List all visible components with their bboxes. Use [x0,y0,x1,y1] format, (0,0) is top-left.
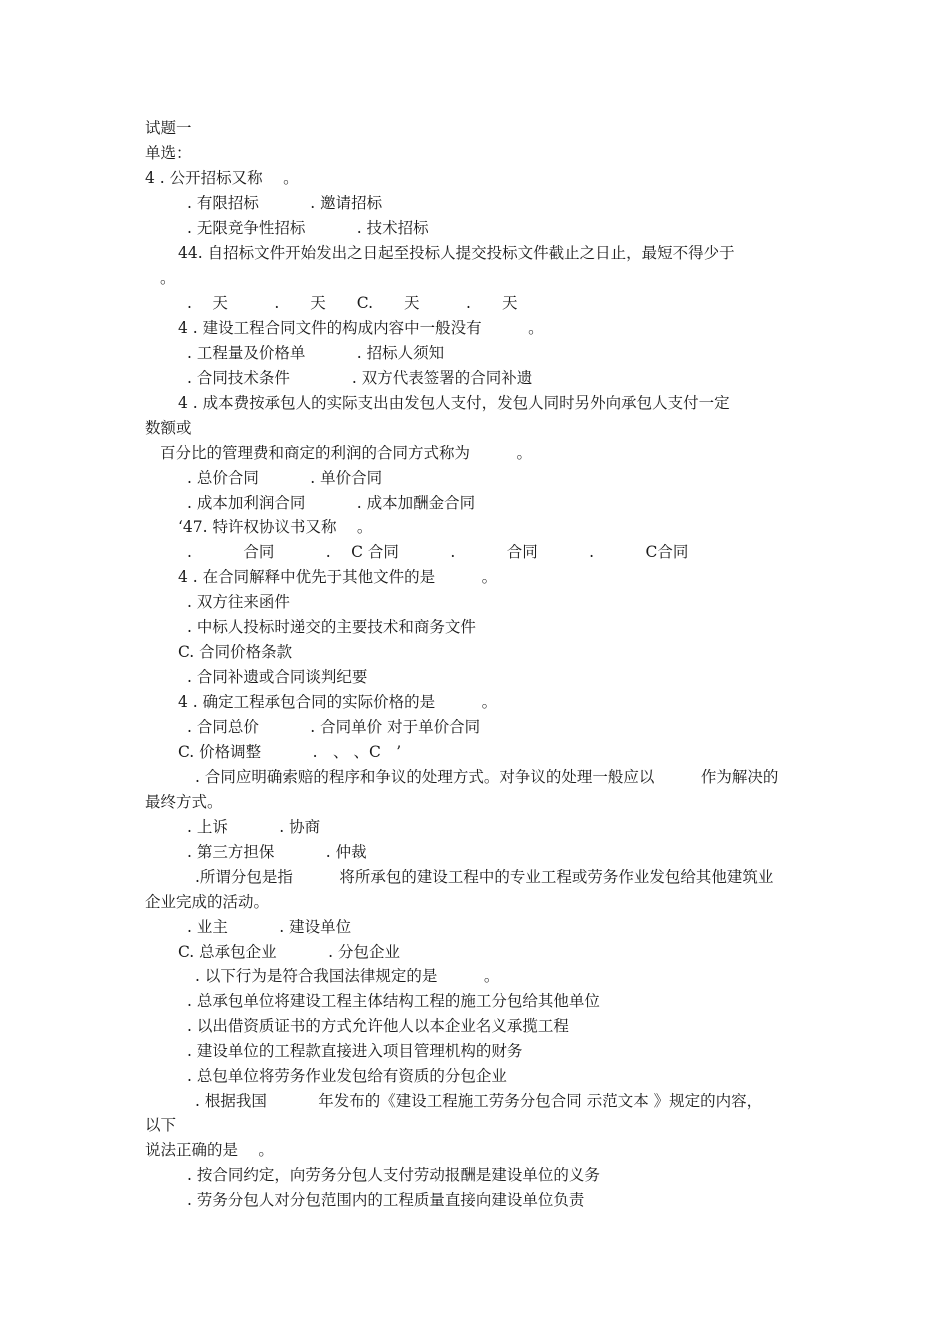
document-title: 试题一 [145,119,192,137]
option-line: . 第三方担保 . 仲裁 [187,843,367,861]
question-line: 百分比的管理费和商定的利润的合同方式称为 。 [160,444,533,462]
option-line: C. 合同价格条款 [178,643,293,661]
option-line: C. 价格调整 . 、 、C ’ [178,743,402,761]
question-line: 。 [160,269,176,287]
option-line: . 无限竞争性招标 . 技术招标 [187,219,429,237]
option-line: . 合同补遗或合同谈判纪要 [187,668,368,686]
option-line: . 中标人投标时递交的主要技术和商务文件 [187,618,476,636]
option-line: . 总包单位将劳务作业发包给有资质的分包企业 [187,1067,507,1085]
option-line: . 合同 . C 合同 . 合同 . C合同 [187,543,689,561]
option-line: . 双方往来函件 [187,593,290,611]
option-line: . 业主 . 建设单位 [187,918,352,936]
question-line: .所谓分包是指 将所承包的建设工程中的专业工程或劳务作业发包给其他建筑业 [195,868,774,886]
option-line: . 合同总价 . 合同单价 对于单价合同 [187,718,481,736]
question-line: 4 . 公开招标又称 。 [145,169,299,187]
option-line: . 上诉 . 协商 [187,818,321,836]
section-heading: 单选： [145,144,192,162]
option-line: . 总价合同 . 单价合同 [187,469,383,487]
question-line: . 根据我国 年发布的《建设工程施工劳务分包合同 示范文本 》规定的内容， [195,1092,763,1110]
question-line: 44. 自招标文件开始发出之日起至投标人提交投标文件截止之日止，最短不得少于 [178,244,735,262]
question-line: 数额或 [145,419,192,437]
question-line: 4 . 成本费按承包人的实际支出由发包人支付，发包人同时另外向承包人支付一定 [178,394,730,412]
option-line: . 成本加利润合同 . 成本加酬金合同 [187,494,476,512]
option-line: . 按合同约定，向劳务分包人支付劳动报酬是建设单位的义务 [187,1166,600,1184]
option-line: . 以出借资质证书的方式允许他人以本企业名义承揽工程 [187,1017,569,1035]
question-line: ‘47. 特许权协议书又称 。 [178,518,373,536]
question-line: . 合同应明确索赔的程序和争议的处理方式。对争议的处理一般应以 作为解决的 [195,768,779,786]
option-line: . 工程量及价格单 . 招标人须知 [187,344,445,362]
question-line: 以下 [145,1116,177,1134]
question-line: 4 . 建设工程合同文件的构成内容中一般没有 。 [178,319,544,337]
option-line: C. 总承包企业 . 分包企业 [178,943,400,961]
option-line: . 合同技术条件 . 双方代表签署的合同补遗 [187,369,533,387]
option-line: . 建设单位的工程款直接进入项目管理机构的财务 [187,1042,523,1060]
question-line: 4 . 在合同解释中优先于其他文件的是 。 [178,568,498,586]
question-line: 4 . 确定工程承包合同的实际价格的是 。 [178,693,498,711]
question-line: 说法正确的是 。 [145,1141,274,1159]
option-line: . 总承包单位将建设工程主体结构工程的施工分包给其他单位 [187,992,600,1010]
question-line: 企业完成的活动。 [145,893,270,911]
option-line: . 有限招标 . 邀请招标 [187,194,383,212]
option-line: . 劳务分包人对分包范围内的工程质量直接向建设单位负责 [187,1191,585,1209]
question-line: 最终方式。 [145,793,223,811]
option-line: . 天 . 天 C. 天 . 天 [187,294,518,312]
question-line: . 以下行为是符合我国法律规定的是 。 [195,967,500,985]
